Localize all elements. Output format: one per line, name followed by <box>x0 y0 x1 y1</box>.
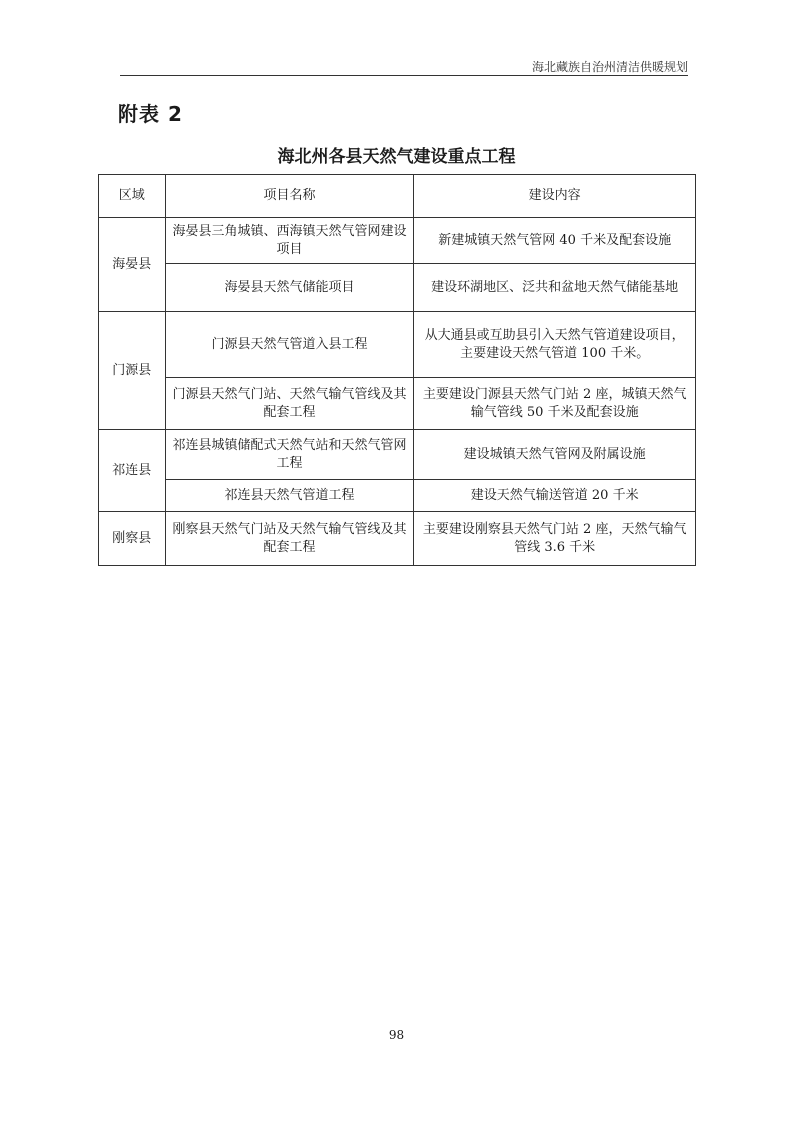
project-name-cell: 门源县天然气管道入县工程 <box>165 312 414 378</box>
project-content-cell: 主要建设门源县天然气门站 2 座，城镇天然气输气管线 50 千米及配套设施 <box>414 378 696 430</box>
table-row <box>99 378 696 430</box>
running-header: 海北藏族自治州清洁供暖规划 <box>531 60 688 74</box>
project-name-cell: 祁连县天然气管道工程 <box>165 480 414 512</box>
region-cell: 祁连县 <box>99 430 166 512</box>
project-name-cell: 门源县天然气门站、天然气输气管线及其配套工程 <box>165 378 414 430</box>
table-row <box>99 264 696 312</box>
table-title: 海北州各县天然气建设重点工程 <box>277 147 516 167</box>
table-header-row <box>99 175 696 218</box>
column-header-region: 区域 <box>99 175 166 218</box>
table-row <box>99 512 696 566</box>
project-content-cell: 建设环湖地区、泛共和盆地天然气储能基地 <box>414 264 696 312</box>
table-row <box>99 218 696 264</box>
page-number: 98 <box>388 1028 405 1042</box>
table-row <box>99 430 696 480</box>
project-content-cell: 新建城镇天然气管网 40 千米及配套设施 <box>414 218 696 264</box>
project-name-cell: 祁连县城镇储配式天然气站和天然气管网工程 <box>165 430 414 480</box>
table-row <box>99 312 696 378</box>
region-cell: 海晏县 <box>99 218 166 312</box>
project-content-cell: 建设城镇天然气管网及附属设施 <box>414 430 696 480</box>
column-header-project-name: 项目名称 <box>165 175 414 218</box>
region-cell: 门源县 <box>99 312 166 430</box>
project-content-cell: 从大通县或互助县引入天然气管道建设项目，主要建设天然气管道 100 千米。 <box>414 312 696 378</box>
project-name-cell: 刚察县天然气门站及天然气输气管线及其配套工程 <box>165 512 414 566</box>
header-rule <box>120 75 688 76</box>
region-cell: 刚察县 <box>99 512 166 566</box>
column-header-construction-content: 建设内容 <box>414 175 696 218</box>
project-name-cell: 海晏县天然气储能项目 <box>165 264 414 312</box>
project-content-cell: 建设天然气输送管道 20 千米 <box>414 480 696 512</box>
table-row <box>99 480 696 512</box>
projects-table <box>98 174 696 566</box>
appendix-label: 附表 2 <box>118 102 183 126</box>
project-content-cell: 主要建设刚察县天然气门站 2 座，天然气输气管线 3.6 千米 <box>414 512 696 566</box>
project-name-cell: 海晏县三角城镇、西海镇天然气管网建设项目 <box>165 218 414 264</box>
